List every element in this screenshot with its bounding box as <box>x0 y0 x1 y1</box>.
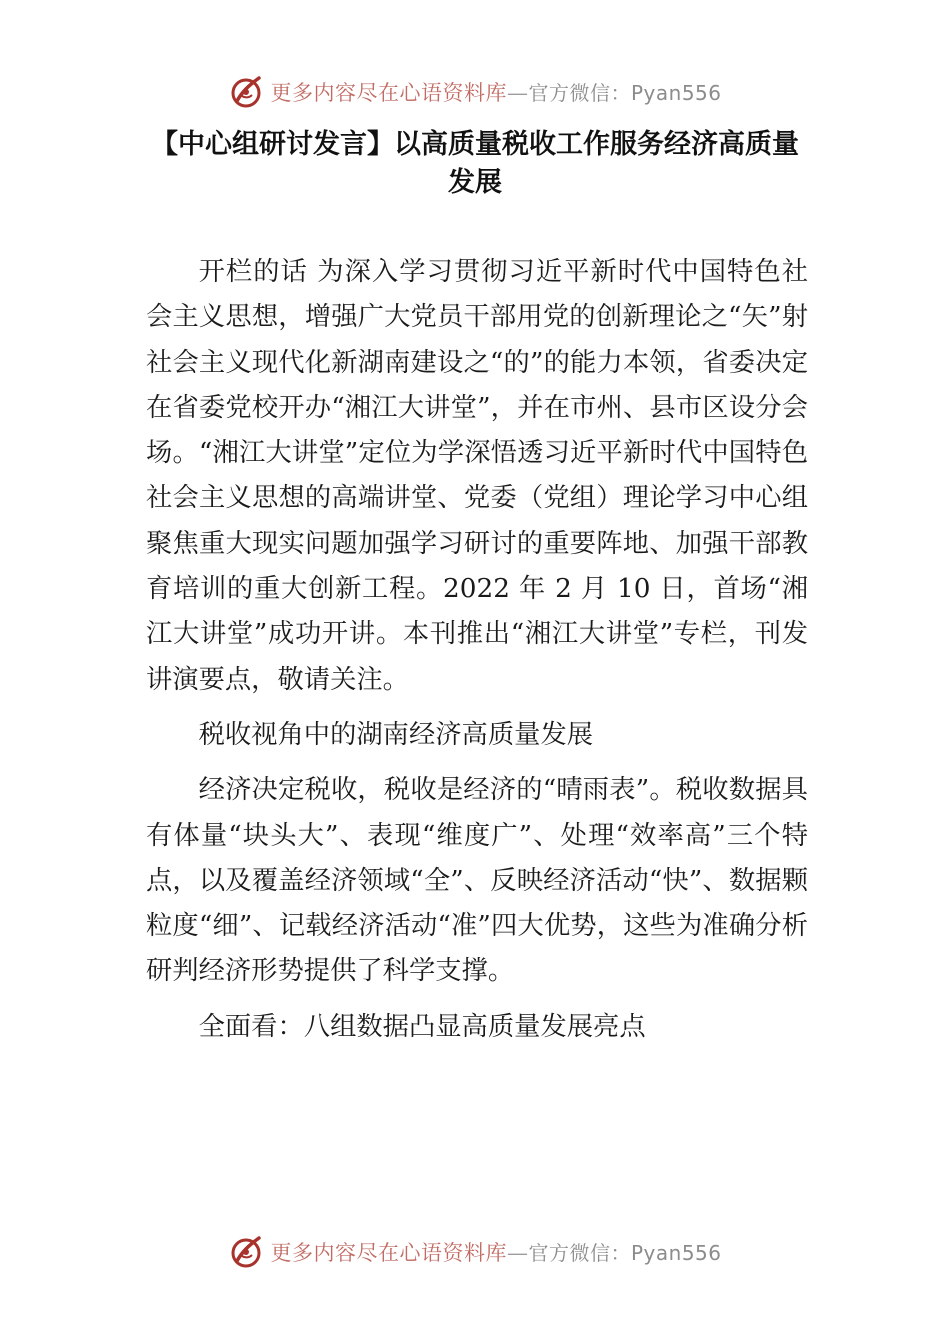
banner-wechat-label: 官方微信： <box>528 1241 631 1265</box>
banner-separator: — <box>506 81 529 105</box>
document-body <box>146 250 808 1060</box>
banner-site-text: 更多内容尽在心语资料库 <box>270 1241 507 1265</box>
brush-logo-icon <box>228 1234 264 1270</box>
subsection-heading: 全面看：八组数据凸显高质量发展亮点 <box>198 1011 646 1042</box>
brush-logo-icon <box>228 74 264 110</box>
banner-separator: — <box>506 1241 529 1265</box>
banner-text <box>270 77 721 107</box>
banner-wechat-id: Pyan556 <box>630 81 722 105</box>
banner-wechat-id: Pyan556 <box>630 1241 722 1265</box>
intro-paragraph: 开栏的话 为深入学习贯彻习近平新时代中国特色社会主义思想，增强广大党员干部用党的创新理论之“矢”射社会主义现代化新湖南建设之“的”的能力本领，省委决定在省委党校开办“湘江大讲堂”，并在市州、县市区设分会场。“湘江大讲堂”定位为学深悟透习近平新时代中国特色社会主义思想的高端讲堂、党委（党组）理论学习中心组聚焦重大现实问题加强学习研讨的重要阵地、加强干部教育培训的重大创新工程。2022 年 2 月 10 日，首场“湘江大讲堂”成功开讲。本刊推出“湘江大讲堂”专栏，刊发讲演要点，敬请关注。 <box>146 257 808 695</box>
banner-site-text: 更多内容尽在心语资料库 <box>270 81 507 105</box>
banner-wechat-label: 官方微信： <box>528 81 631 105</box>
banner-text <box>270 1237 721 1267</box>
body-paragraph: 经济决定税收，税收是经济的“晴雨表”。税收数据具有体量“块头大”、表现“维度广”、处理“效率高”三个特点，以及覆盖经济领域“全”、反映经济活动“快”、数据颗粒度“细”、记载经济活动“准”四大优势，这些为准确分析研判经济形势提供了科学支撑。 <box>146 775 808 987</box>
footer-banner <box>0 1232 950 1272</box>
document-title: 【中心组研讨发言】以高质量税收工作服务经济高质量发展 <box>151 129 799 198</box>
header-banner <box>0 72 950 112</box>
section-heading: 税收视角中的湖南经济高质量发展 <box>198 719 594 750</box>
